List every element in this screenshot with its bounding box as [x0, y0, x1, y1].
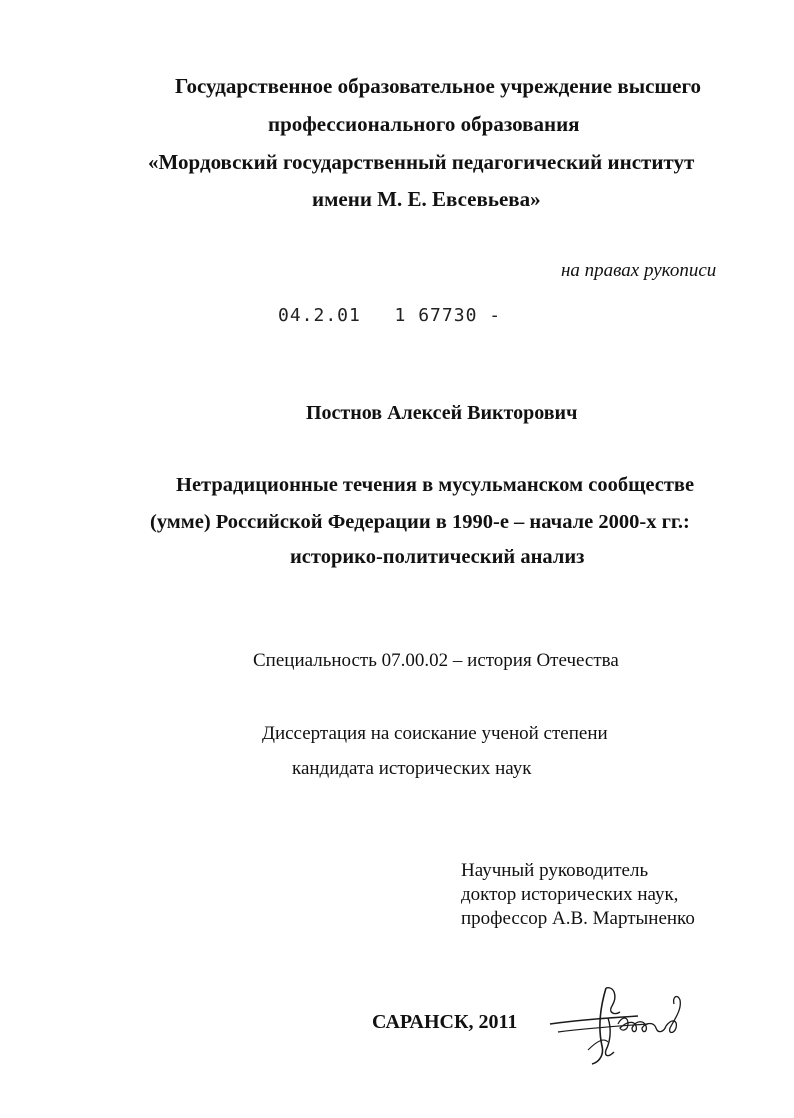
supervisor-line-3: профессор А.В. Мартыненко: [461, 908, 695, 929]
registry-number: 1 67730 -: [394, 305, 502, 326]
degree-line-2: кандидата исторических наук: [292, 758, 532, 779]
supervisor-line-1: Научный руководитель: [461, 860, 649, 881]
title-line-1: Нетрадиционные течения в мусульманском сообществе: [176, 474, 695, 496]
city-year: САРАНСК, 2011: [372, 1011, 518, 1033]
handwritten-signature: [548, 980, 698, 1066]
degree-line-1: Диссертация на соискание ученой степени: [262, 723, 608, 744]
institution-line-3: «Мордовский государственный педагогический институт: [148, 150, 695, 174]
title-line-2: (умме) Российской Федерации в 1990-е – начале 2000-х гг.:: [150, 511, 690, 533]
institution-line-4: имени М. Е. Евсевьева»: [312, 187, 541, 211]
supervisor-line-2: доктор исторических наук,: [461, 884, 679, 905]
manuscript-note: на правах рукописи: [561, 260, 717, 281]
institution-line-1: Государственное образовательное учреждение высшего: [175, 74, 701, 98]
title-line-3: историко-политический анализ: [290, 546, 585, 568]
specialty: Специальность 07.00.02 – история Отечества: [253, 650, 619, 671]
registry-stamp: [278, 305, 501, 326]
institution-line-2: профессионального образования: [268, 112, 580, 136]
registry-code: 04.2.01: [278, 305, 361, 326]
author-name: Постнов Алексей Викторович: [306, 402, 578, 424]
